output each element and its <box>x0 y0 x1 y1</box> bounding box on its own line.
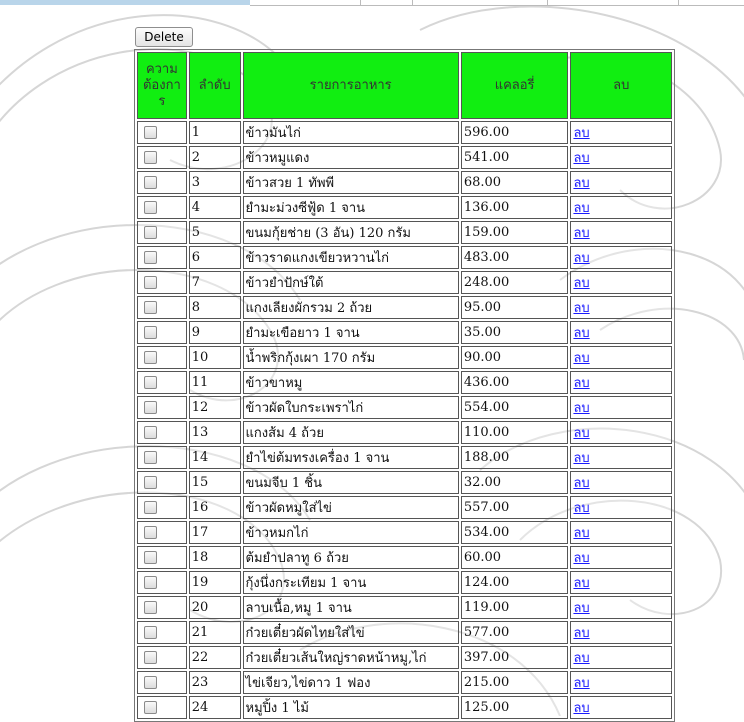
row-remove-link[interactable]: ลบ <box>573 651 590 666</box>
row-select-cell <box>137 396 187 419</box>
table-row <box>137 396 672 419</box>
row-index: 15 <box>189 471 241 494</box>
row-checkbox[interactable] <box>144 526 157 539</box>
row-remove-cell <box>570 246 672 269</box>
row-checkbox[interactable] <box>144 301 157 314</box>
row-remove-link[interactable]: ลบ <box>573 501 590 516</box>
row-checkbox[interactable] <box>144 126 157 139</box>
row-select-cell <box>137 546 187 569</box>
table-row <box>137 471 672 494</box>
row-calories: 483.00 <box>461 246 569 269</box>
top-tick <box>360 0 361 6</box>
row-remove-cell <box>570 571 672 594</box>
row-remove-cell <box>570 121 672 144</box>
row-calories: 159.00 <box>461 221 569 244</box>
row-food-name: ข้าวผัดหมูใส่ไข่ <box>243 496 459 519</box>
row-remove-link[interactable]: ลบ <box>573 676 590 691</box>
row-remove-link[interactable]: ลบ <box>573 301 590 316</box>
row-food-name: ขนมจีบ 1 ชิ้น <box>243 471 459 494</box>
row-calories: 248.00 <box>461 271 569 294</box>
row-calories: 119.00 <box>461 596 569 619</box>
row-remove-cell <box>570 546 672 569</box>
row-remove-cell <box>570 421 672 444</box>
row-remove-cell <box>570 646 672 669</box>
top-blue-bar <box>0 0 250 5</box>
row-food-name: ข้าวราดแกงเขียวหวานไก่ <box>243 246 459 269</box>
row-checkbox[interactable] <box>144 376 157 389</box>
row-remove-link[interactable]: ลบ <box>573 401 590 416</box>
row-index: 19 <box>189 571 241 594</box>
row-index: 3 <box>189 171 241 194</box>
row-checkbox[interactable] <box>144 476 157 489</box>
row-remove-cell <box>570 396 672 419</box>
row-remove-cell <box>570 271 672 294</box>
row-remove-cell <box>570 496 672 519</box>
header-calories: แคลอรี่ <box>461 52 569 119</box>
row-calories: 577.00 <box>461 621 569 644</box>
row-remove-link[interactable]: ลบ <box>573 276 590 291</box>
row-checkbox[interactable] <box>144 451 157 464</box>
row-food-name: หมูปิ้ง 1 ไม้ <box>243 696 459 719</box>
row-checkbox[interactable] <box>144 326 157 339</box>
row-calories: 95.00 <box>461 296 569 319</box>
table-row <box>137 671 672 694</box>
row-checkbox[interactable] <box>144 676 157 689</box>
row-food-name: แกงเลียงผักรวม 2 ถ้วย <box>243 296 459 319</box>
row-index: 4 <box>189 196 241 219</box>
top-tick <box>412 0 413 6</box>
row-remove-link[interactable]: ลบ <box>573 426 590 441</box>
row-calories: 124.00 <box>461 571 569 594</box>
table-row <box>137 596 672 619</box>
row-remove-link[interactable]: ลบ <box>573 226 590 241</box>
table-row <box>137 221 672 244</box>
row-index: 9 <box>189 321 241 344</box>
row-calories: 110.00 <box>461 421 569 444</box>
delete-button[interactable]: Delete <box>135 27 193 47</box>
table-row <box>137 271 672 294</box>
row-select-cell <box>137 121 187 144</box>
table-row <box>137 546 672 569</box>
row-select-cell <box>137 571 187 594</box>
row-remove-cell <box>570 146 672 169</box>
row-calories: 60.00 <box>461 546 569 569</box>
row-remove-cell <box>570 196 672 219</box>
row-index: 12 <box>189 396 241 419</box>
row-remove-link[interactable]: ลบ <box>573 126 590 141</box>
row-calories: 541.00 <box>461 146 569 169</box>
row-food-name: กุ้งนึ่งกระเทียม 1 จาน <box>243 571 459 594</box>
row-index: 7 <box>189 271 241 294</box>
row-food-name: แกงส้ม 4 ถ้วย <box>243 421 459 444</box>
row-checkbox[interactable] <box>144 226 157 239</box>
row-remove-cell <box>570 221 672 244</box>
row-food-name: น้ำพริกกุ้งเผา 170 กรัม <box>243 346 459 369</box>
row-remove-cell <box>570 296 672 319</box>
row-food-name: ยำมะเขือยาว 1 จาน <box>243 321 459 344</box>
row-index: 5 <box>189 221 241 244</box>
row-remove-link[interactable]: ลบ <box>573 476 590 491</box>
table-row <box>137 121 672 144</box>
table-row <box>137 621 672 644</box>
row-remove-cell <box>570 321 672 344</box>
table-row <box>137 371 672 394</box>
row-remove-link[interactable]: ลบ <box>573 176 590 191</box>
row-index: 11 <box>189 371 241 394</box>
table-row <box>137 571 672 594</box>
table-row <box>137 246 672 269</box>
table-row <box>137 146 672 169</box>
row-checkbox[interactable] <box>144 276 157 289</box>
row-index: 16 <box>189 496 241 519</box>
row-index: 17 <box>189 521 241 544</box>
row-food-name: ต้มยำปลาทู 6 ถ้วย <box>243 546 459 569</box>
row-food-name: ยำไข่ต้มทรงเครื่อง 1 จาน <box>243 446 459 469</box>
row-calories: 68.00 <box>461 171 569 194</box>
row-remove-cell <box>570 471 672 494</box>
row-select-cell <box>137 146 187 169</box>
row-food-name: ก๋วยเตี๋ยวเส้นใหญ่ราดหน้าหมู,ไก่ <box>243 646 459 669</box>
row-remove-link[interactable]: ลบ <box>573 601 590 616</box>
table-row <box>137 346 672 369</box>
row-select-cell <box>137 421 187 444</box>
row-remove-cell <box>570 521 672 544</box>
row-calories: 32.00 <box>461 471 569 494</box>
row-select-cell <box>137 246 187 269</box>
row-food-name: ข้าวสวย 1 ทัพพี <box>243 171 459 194</box>
row-select-cell <box>137 496 187 519</box>
row-select-cell <box>137 446 187 469</box>
row-calories: 35.00 <box>461 321 569 344</box>
row-select-cell <box>137 371 187 394</box>
row-remove-cell <box>570 446 672 469</box>
row-remove-link[interactable]: ลบ <box>573 151 590 166</box>
row-select-cell <box>137 671 187 694</box>
row-remove-link[interactable]: ลบ <box>573 701 590 716</box>
row-index: 14 <box>189 446 241 469</box>
row-food-name: ลาบเนื้อ,หมู 1 จาน <box>243 596 459 619</box>
row-checkbox[interactable] <box>144 601 157 614</box>
row-remove-link[interactable]: ลบ <box>573 626 590 641</box>
row-index: 8 <box>189 296 241 319</box>
table-row <box>137 646 672 669</box>
row-select-cell <box>137 296 187 319</box>
row-remove-link[interactable]: ลบ <box>573 526 590 541</box>
row-food-name: ข้าวหมกไก่ <box>243 521 459 544</box>
row-checkbox[interactable] <box>144 501 157 514</box>
row-calories: 436.00 <box>461 371 569 394</box>
row-remove-link[interactable]: ลบ <box>573 576 590 591</box>
row-food-name: ยำมะม่วงซีฟู้ด 1 จาน <box>243 196 459 219</box>
row-select-cell <box>137 471 187 494</box>
row-calories: 90.00 <box>461 346 569 369</box>
row-index: 24 <box>189 696 241 719</box>
header-item: รายการอาหาร <box>243 52 459 119</box>
row-food-name: ข้าวผัดใบกระเพราไก่ <box>243 396 459 419</box>
row-index: 23 <box>189 671 241 694</box>
table-row <box>137 421 672 444</box>
row-select-cell <box>137 196 187 219</box>
top-tick <box>547 0 548 6</box>
row-calories: 188.00 <box>461 446 569 469</box>
row-checkbox[interactable] <box>144 251 157 264</box>
row-calories: 534.00 <box>461 521 569 544</box>
row-checkbox[interactable] <box>144 426 157 439</box>
food-calorie-table <box>134 49 675 722</box>
top-border-line <box>250 5 744 6</box>
row-remove-cell <box>570 371 672 394</box>
row-checkbox[interactable] <box>144 651 157 664</box>
row-food-name: ข้าวขาหมู <box>243 371 459 394</box>
row-remove-link[interactable]: ลบ <box>573 551 590 566</box>
row-calories: 596.00 <box>461 121 569 144</box>
row-index: 10 <box>189 346 241 369</box>
row-food-name: ข้าวหมูแดง <box>243 146 459 169</box>
row-remove-cell <box>570 346 672 369</box>
row-remove-cell <box>570 596 672 619</box>
row-select-cell <box>137 646 187 669</box>
row-select-cell <box>137 171 187 194</box>
table-body <box>137 121 672 719</box>
row-index: 20 <box>189 596 241 619</box>
row-checkbox[interactable] <box>144 551 157 564</box>
row-food-name: ข้าวยำปักษ์ใต้ <box>243 271 459 294</box>
row-checkbox[interactable] <box>144 701 157 714</box>
table-row <box>137 196 672 219</box>
row-calories: 557.00 <box>461 496 569 519</box>
table-row <box>137 521 672 544</box>
row-calories: 397.00 <box>461 646 569 669</box>
row-index: 1 <box>189 121 241 144</box>
row-remove-link[interactable]: ลบ <box>573 251 590 266</box>
row-checkbox[interactable] <box>144 151 157 164</box>
row-checkbox[interactable] <box>144 351 157 364</box>
row-checkbox[interactable] <box>144 576 157 589</box>
row-index: 18 <box>189 546 241 569</box>
table-row <box>137 296 672 319</box>
top-strip <box>0 0 744 8</box>
row-calories: 125.00 <box>461 696 569 719</box>
row-remove-link[interactable]: ลบ <box>573 326 590 341</box>
row-food-name: ก๋วยเตี๋ยวผัดไทยใส่ไข่ <box>243 621 459 644</box>
row-select-cell <box>137 346 187 369</box>
table-row <box>137 321 672 344</box>
row-select-cell <box>137 321 187 344</box>
header-remove: ลบ <box>570 52 672 119</box>
top-tick <box>678 0 679 6</box>
header-index: ลำดับ <box>189 52 241 119</box>
row-select-cell <box>137 596 187 619</box>
table-row <box>137 446 672 469</box>
row-remove-link[interactable]: ลบ <box>573 351 590 366</box>
row-index: 2 <box>189 146 241 169</box>
row-checkbox[interactable] <box>144 176 157 189</box>
row-checkbox[interactable] <box>144 401 157 414</box>
row-food-name: ไข่เจียว,ไข่ดาว 1 ฟอง <box>243 671 459 694</box>
row-select-cell <box>137 621 187 644</box>
row-remove-link[interactable]: ลบ <box>573 201 590 216</box>
row-index: 22 <box>189 646 241 669</box>
row-checkbox[interactable] <box>144 201 157 214</box>
row-index: 13 <box>189 421 241 444</box>
table-row <box>137 171 672 194</box>
row-remove-link[interactable]: ลบ <box>573 376 590 391</box>
row-index: 21 <box>189 621 241 644</box>
row-calories: 215.00 <box>461 671 569 694</box>
row-remove-cell <box>570 171 672 194</box>
row-index: 6 <box>189 246 241 269</box>
row-remove-cell <box>570 621 672 644</box>
row-calories: 554.00 <box>461 396 569 419</box>
header-select: ความต้องการ <box>137 52 187 119</box>
row-remove-link[interactable]: ลบ <box>573 451 590 466</box>
table-row <box>137 496 672 519</box>
row-select-cell <box>137 271 187 294</box>
row-select-cell <box>137 221 187 244</box>
row-remove-cell <box>570 671 672 694</box>
row-select-cell <box>137 521 187 544</box>
row-calories: 136.00 <box>461 196 569 219</box>
row-food-name: ข้าวมันไก่ <box>243 121 459 144</box>
row-food-name: ขนมกุ้ยช่าย (3 อัน) 120 กรัม <box>243 221 459 244</box>
table-header-row <box>137 52 672 119</box>
row-checkbox[interactable] <box>144 626 157 639</box>
